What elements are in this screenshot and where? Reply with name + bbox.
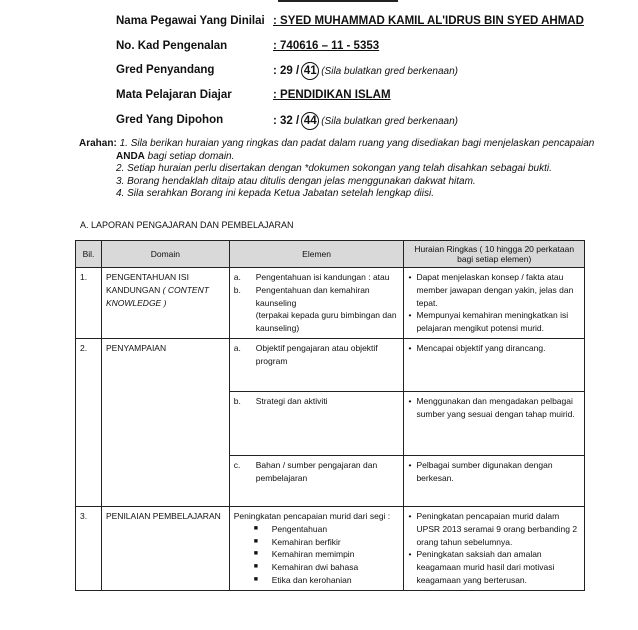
row-elemen [229, 338, 404, 391]
huraian-bullet: • Dapat menjelaskan konsep / fakta atau member jawapan dengan yakin, jelas dan tepat. [408, 272, 574, 308]
huraian-bullet: • Menggunakan dan mengadakan pelbagai sumber yang sesuai dengan tahap muirid. [408, 395, 575, 419]
row-bil: 3. [76, 506, 102, 590]
row-huraian [404, 455, 585, 506]
instruction-1-anda: ANDA [116, 150, 145, 162]
domain-text: PENGENTAHUAN ISI KANDUNGAN [105, 272, 189, 295]
label-gred-dipohon: Gred Yang Dipohon [116, 114, 224, 126]
elemen-list-item: ■ Etika dan kerohanian [253, 574, 352, 585]
row-huraian [404, 338, 585, 391]
huraian-bullet: • Mencapai objektif yang dirancang. [408, 342, 546, 353]
value-mata-pelajaran: : PENDIDIKAN ISLAM [273, 89, 391, 101]
elemen-intro: Peningkatan pencapaian murid dari segi : [233, 510, 391, 521]
huraian-bullet: • Peningkatan pencapaian murid dalam UPSR 2013 seramai 9 orang berbanding 2 orang tahun sebelumnya. [408, 510, 578, 547]
instruction-1-cont: bagi setiap domain. [147, 150, 235, 162]
grade-note: (Sila bulatkan gred berkenaan) [321, 66, 458, 77]
row-huraian [404, 391, 585, 455]
huraian-bullet: • Pelbagai sumber digunakan dengan berkesan. [408, 459, 553, 483]
table-row [76, 268, 585, 339]
label-ic: No. Kad Pengenalan [116, 40, 228, 52]
huraian-bullet: • Peningkatan saksiah dan amalan keagamaan murid hasil dari motivasi keagamaan yang berterusan. [408, 549, 555, 585]
circled-grade: 41 [301, 62, 319, 80]
report-table [75, 240, 585, 591]
row-domain: PENILAIAN PEMBELAJARAN [101, 506, 229, 590]
value-gred-penyandang [273, 62, 458, 80]
header-huraian: Huraian Ringkas ( 10 hingga 20 perkataan bagi setiap elemen) [404, 241, 585, 268]
elemen-list-item: ■ Kemahiran memimpin [253, 549, 355, 560]
row-bil: 1. [76, 268, 102, 339]
instruction-3: 3. Borang hendaklah ditaip atau ditulis dengan jelas menggunakan dakwat hitam. [116, 175, 476, 187]
domain-italic: ( CONTENT KNOWLEDGE ) [105, 284, 209, 308]
top-underline [278, 0, 398, 2]
value-nama: : SYED MUHAMMAD KAMIL AL'IDRUS BIN SYED AHMAD [273, 15, 584, 27]
row-domain: PENYAMPAIAN [101, 338, 229, 506]
row-elemen [229, 391, 404, 455]
elemen-list-item: ■ Pengentahuan [253, 523, 328, 534]
section-title: A. LAPORAN PENGAJARAN DAN PEMBELAJARAN [80, 220, 294, 230]
elemen-item: c. Bahan / sumber pengajaran dan pembelajaran [233, 459, 378, 483]
huraian-bullet: • Mempunyai kemahiran meningkatkan isi pelajaran mengikut potensi murid. [408, 310, 569, 334]
gred-prefix: : 29 / [273, 65, 300, 77]
header-bil: Bil. [76, 241, 102, 268]
value-gred-dipohon [273, 112, 458, 130]
elemen-list-item: ■ Kemahiran dwi bahasa [253, 562, 359, 573]
row-elemen [229, 455, 404, 506]
header-elemen: Elemen [229, 241, 404, 268]
table-row [76, 338, 585, 391]
label-mata-pelajaran: Mata Pelajaran Diajar [116, 89, 232, 101]
instruction-1: 1. Sila berikan huraian yang ringkas dan padat dalam ruang yang disediakan bagi menjelaskan pencapaian [119, 138, 595, 149]
header-domain: Domain [101, 241, 229, 268]
label-nama: Nama Pegawai Yang Dinilai [116, 15, 265, 27]
elemen-list-item: ■ Kemahiran berfikir [253, 536, 341, 547]
instructions-label: Arahan: [79, 138, 117, 149]
grade-note: (Sila bulatkan gred berkenaan) [321, 116, 458, 127]
gred-prefix: : 32 / [273, 115, 300, 127]
row-huraian [404, 268, 585, 339]
instructions [79, 138, 599, 201]
table-header [76, 241, 585, 268]
row-elemen [229, 268, 404, 339]
row-elemen [229, 506, 404, 590]
circled-grade: 44 [301, 112, 319, 130]
elemen-note: (terpakai kepada guru bimbingan dan kaunseling) [255, 310, 397, 334]
label-gred-penyandang: Gred Penyandang [116, 64, 215, 76]
row-bil: 2. [76, 338, 102, 506]
elemen-item: a. Objektif pengajaran atau objektif program [233, 342, 378, 366]
instruction-4: 4. Sila serahkan Borang ini kepada Ketua Jabatan setelah lengkap diisi. [116, 188, 434, 199]
row-domain [101, 268, 229, 339]
table-row [76, 506, 585, 590]
value-ic: : 740616 – 11 - 5353 [273, 40, 380, 52]
elemen-item: b. Strategi dan aktiviti [233, 395, 328, 406]
elemen-item: b. Pengentahuan dan kemahiran kaunseling [233, 284, 370, 308]
row-huraian [404, 506, 585, 590]
elemen-item: a. Pengentahuan isi kandungan : atau [233, 272, 390, 282]
instruction-2: 2. Setiap huraian perlu disertakan dengan *dokumen sokongan yang telah disahkan sebagai bukti. [116, 163, 552, 174]
